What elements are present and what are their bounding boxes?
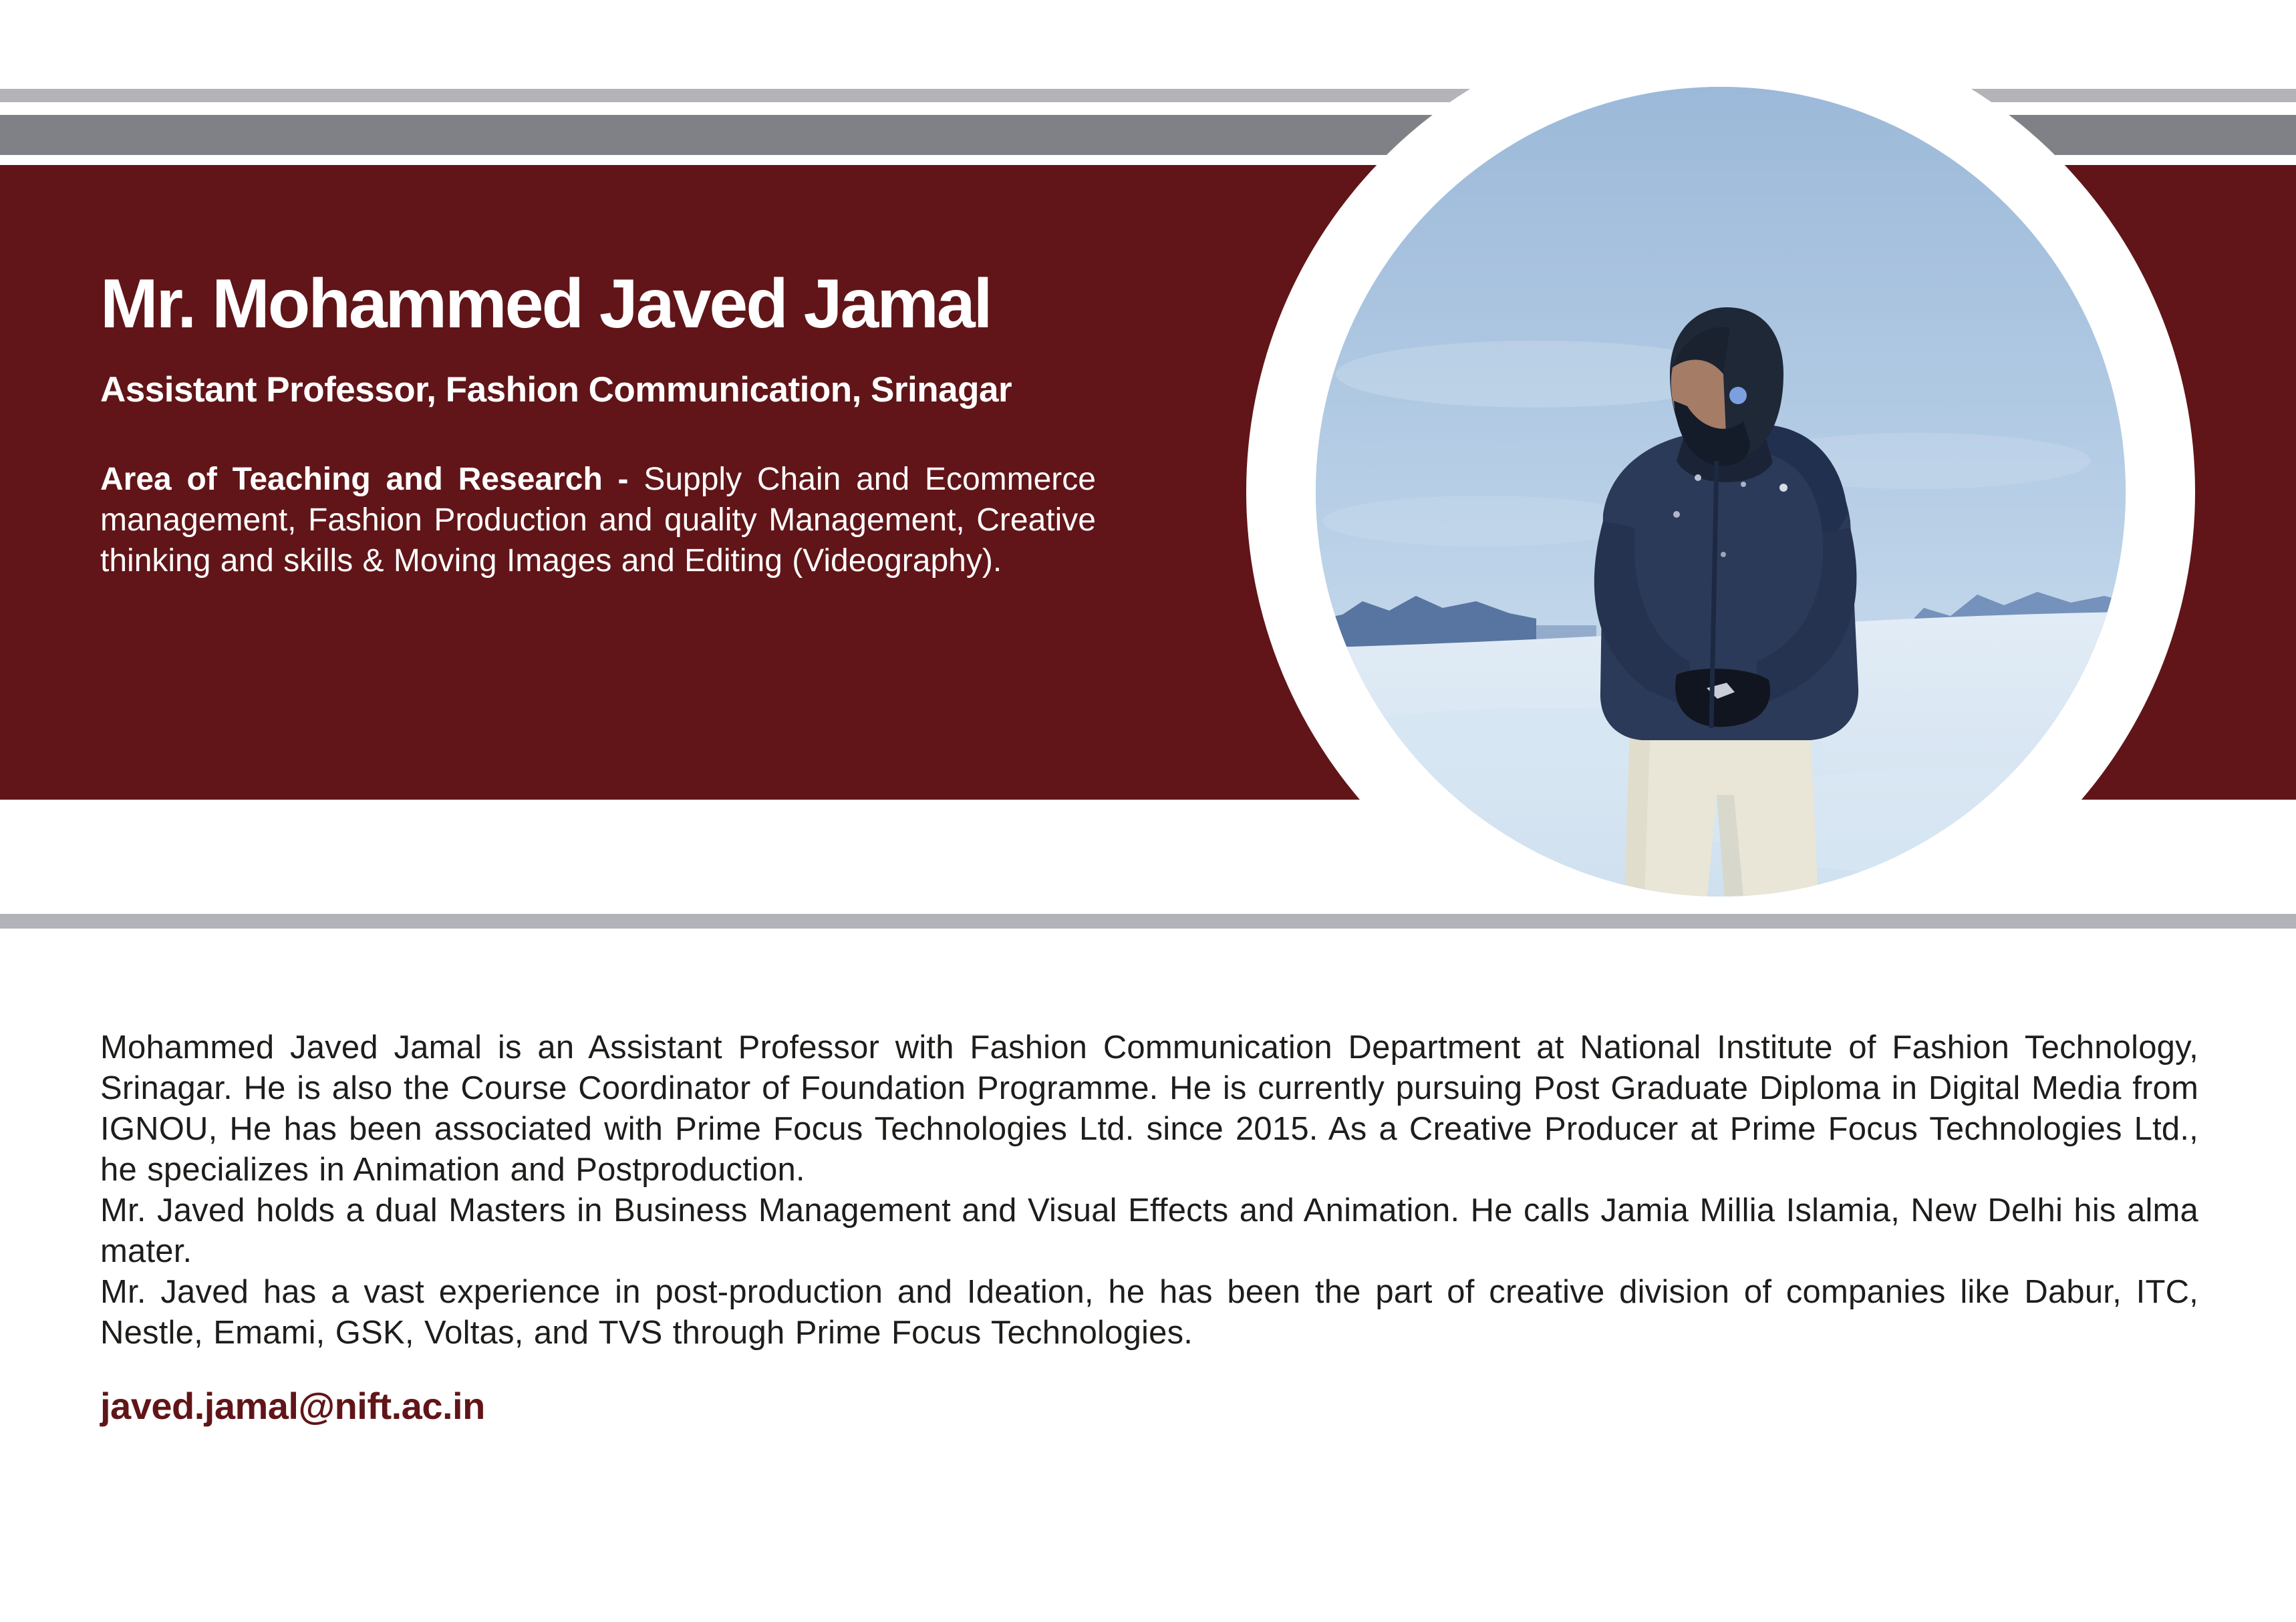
area-of-teaching-paragraph [100, 459, 1096, 581]
bio-paragraph-3: Mr. Javed has a vast experience in post-production and Ideation, he has been the part of creative division of companies like Dabur, ITC, Nestle, Emami, GSK, Voltas, and TVS through Prime Focus Technologies. [100, 1274, 2198, 1351]
earbud [1729, 387, 1747, 404]
profile-photo-illustration [1316, 87, 2126, 897]
person-name: Mr. Mohammed Javed Jamal [100, 265, 991, 343]
banner-text-block [100, 266, 1103, 581]
area-of-teaching-label: Area of Teaching and Research - [100, 462, 629, 498]
bio-paragraph-2: Mr. Javed holds a dual Masters in Business Management and Visual Effects and Animation. He calls Jamia Millia Islamia, New Delhi his alma mater. [100, 1192, 2198, 1269]
area-of-teaching-text: Supply Chain and Ecommerce management, Fashion Production and quality Management, Creative thinking and skills & Moving Images and Editing (Videography). [100, 462, 1096, 579]
biography-block [100, 1027, 2198, 1353]
person-title: Assistant Professor, Fashion Communication, Srinagar [100, 370, 1012, 410]
bio-paragraph-1: Mohammed Javed Jamal is an Assistant Professor with Fashion Communication Department at National Institute of Fashion Technology, Srinagar. He is also the Course Coordinator of Foundation Programme. He is currently pursuing Post Graduate Diploma in Digital Media from IGNOU, He has been associated with Prime Focus Technologies Ltd. since 2015. As a Creative Producer at Prime Focus Technologies Ltd., he specializes in Animation and Postproduction. [100, 1029, 2198, 1188]
profile-photo [1316, 87, 2126, 897]
email-link[interactable]: javed.jamal@nift.ac.in [100, 1385, 485, 1427]
bottom-stripe [0, 914, 2296, 929]
